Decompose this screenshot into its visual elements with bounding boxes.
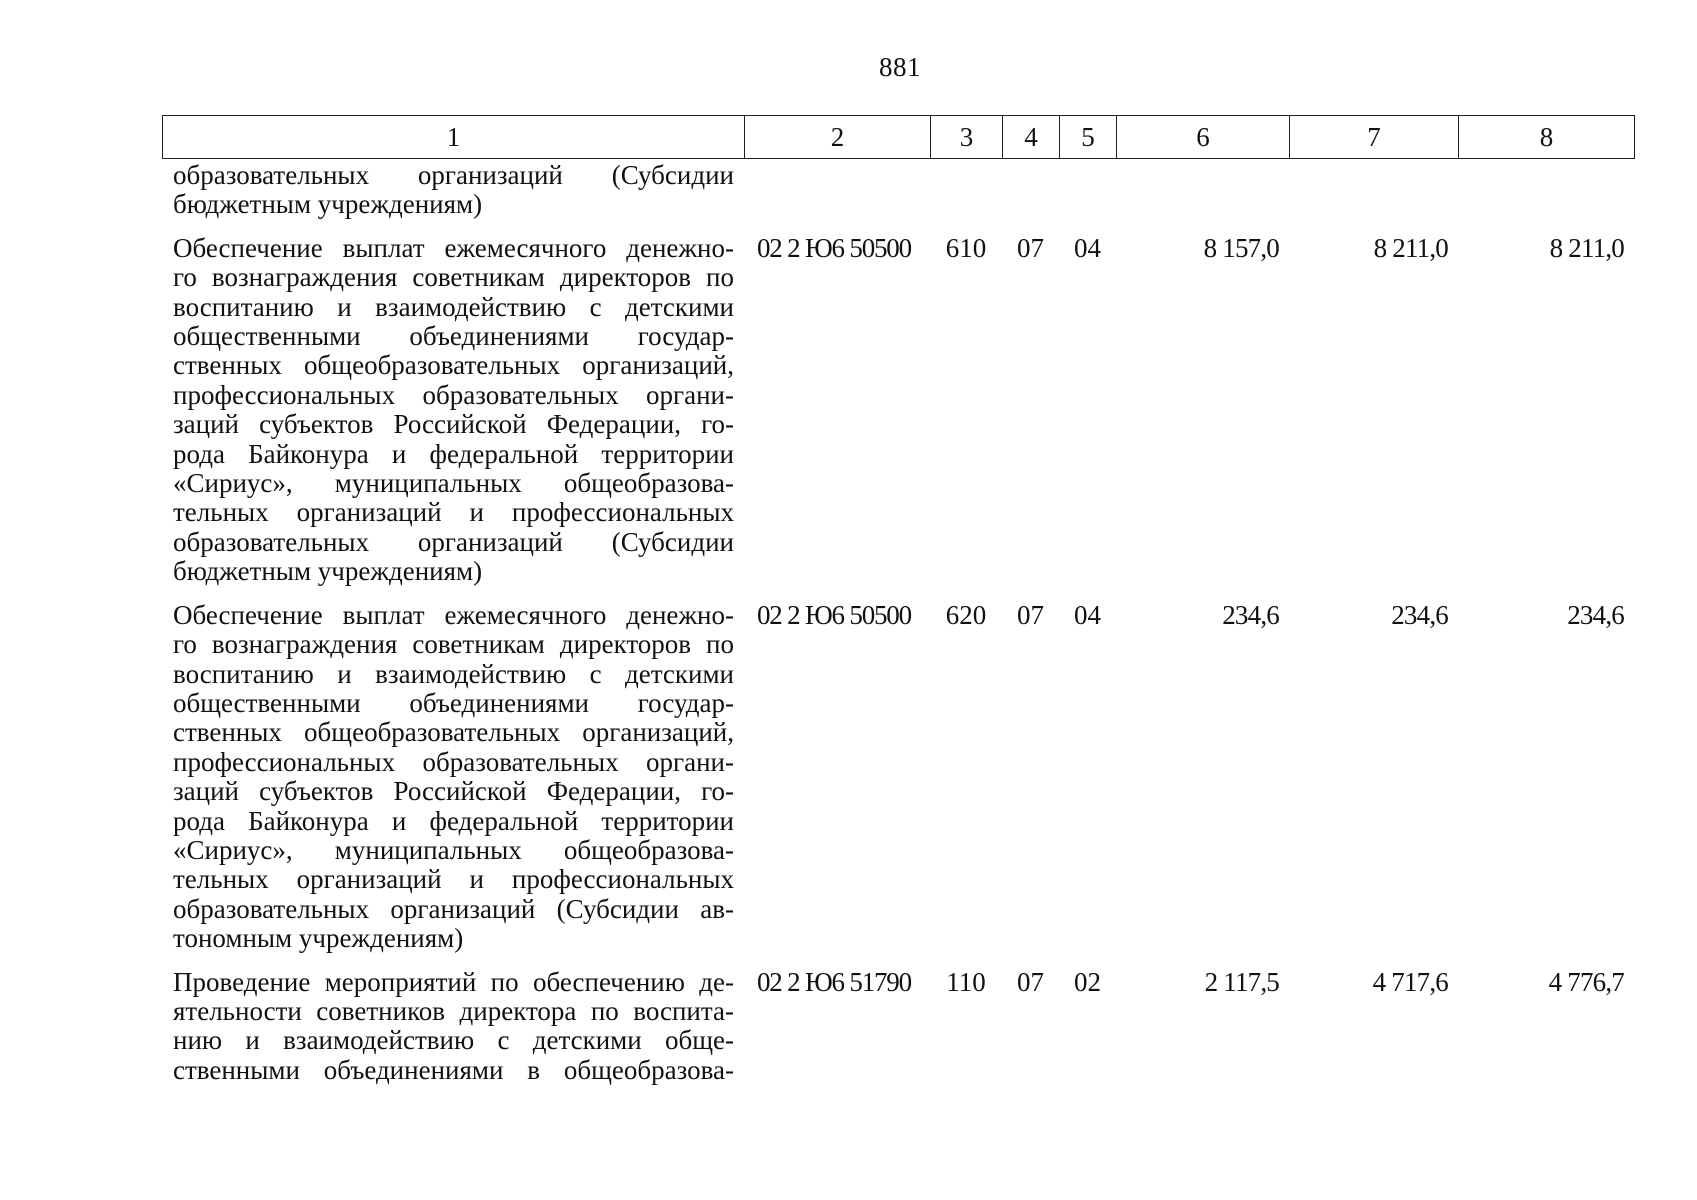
row-col8: 8 211,0	[1549, 232, 1624, 263]
description-line: Обеспечение выплат ежемесячного денежно-	[173, 232, 734, 263]
row-col7: 4 717,6	[1372, 966, 1448, 997]
description-line: ственных общеобразовательных организаций,	[173, 350, 734, 381]
header-cell-5: 5	[1060, 116, 1117, 159]
row-col6: 2 117,5	[1204, 966, 1279, 997]
row-col3: 110	[946, 966, 986, 997]
description-line: ственными объединениями в общеобразова-	[173, 1054, 734, 1085]
row-col8: 4 776,7	[1548, 966, 1624, 997]
header-cell-8: 8	[1459, 116, 1635, 159]
description-line: профессиональных образовательных органи-	[173, 379, 734, 410]
row-spacer	[162, 220, 1634, 234]
row-col7: 234,6	[1391, 599, 1448, 630]
description-line: нию и взаимодействию с детскими обще-	[173, 1025, 734, 1056]
row-col5: 02	[1074, 966, 1101, 997]
row-description	[162, 234, 744, 587]
row-col3: 610	[945, 232, 987, 263]
description-line: образовательных организаций (Субсидии ав-	[173, 893, 734, 924]
table-row	[162, 159, 1634, 220]
description-line: го вознаграждения советникам директоров по	[173, 629, 734, 660]
page-number: 881	[879, 52, 921, 82]
header-cell-1: 1	[163, 116, 745, 159]
row-col6: 234,6	[1222, 599, 1279, 630]
header-cell-6: 6	[1117, 116, 1290, 159]
description-line: заций субъектов Российской Федерации, го-	[173, 776, 734, 807]
row-col7: 8 211,0	[1373, 232, 1448, 263]
description-line: го вознаграждения советникам директоров по	[173, 262, 734, 293]
row-col4	[1002, 159, 1059, 220]
description-line: образовательных организаций (Субсидии	[173, 526, 734, 557]
row-col4: 07	[1017, 232, 1044, 263]
description-line: воспитанию и взаимодействию с детскими	[173, 291, 734, 322]
table-row	[162, 968, 1634, 1086]
description-line: общественными объединениями государ-	[173, 687, 734, 718]
row-code: 02 2 Ю6 51790	[757, 966, 911, 997]
row-col8: 234,6	[1567, 599, 1624, 630]
description-line: ятельности советников директора по воспита-	[173, 995, 734, 1026]
row-col5: 04	[1074, 599, 1101, 630]
row-code: 02 2 Ю6 50500	[757, 232, 911, 263]
row-col3	[930, 159, 1002, 220]
row-col4: 07	[1017, 966, 1044, 997]
description-line: «Сириус», муниципальных общеобразова-	[173, 468, 734, 499]
description-line: бюджетным учреждениям)	[173, 556, 483, 587]
table-row	[162, 234, 1634, 587]
row-col6	[1116, 159, 1289, 220]
row-description	[162, 159, 744, 220]
row-col7	[1289, 159, 1458, 220]
row-code	[744, 159, 930, 220]
header-cell-4: 4	[1003, 116, 1060, 159]
row-col3: 620	[945, 599, 987, 630]
budget-table	[162, 115, 1634, 1085]
description-line: «Сириус», муниципальных общеобразова-	[173, 834, 734, 865]
header-row	[163, 116, 1635, 159]
description-line: образовательных организаций (Субсидии	[173, 160, 734, 190]
description-line: заций субъектов Российской Федерации, го-	[173, 409, 734, 440]
description-line: рода Байконура и федеральной территории	[173, 438, 734, 469]
table-body	[162, 159, 1634, 1085]
row-description	[162, 968, 744, 1086]
table-header	[162, 115, 1635, 159]
header-cell-7: 7	[1290, 116, 1459, 159]
row-spacer	[162, 954, 1634, 968]
table-row	[162, 601, 1634, 954]
description-line: воспитанию и взаимодействию с детскими	[173, 658, 734, 689]
row-code: 02 2 Ю6 50500	[757, 599, 911, 630]
header-cell-2: 2	[745, 116, 931, 159]
row-col5	[1059, 159, 1116, 220]
description-line: бюджетным учреждениям)	[173, 189, 483, 220]
description-line: ственных общеобразовательных организаций,	[173, 717, 734, 748]
description-line: тельных организаций и профессиональных	[173, 864, 734, 895]
description-line: тономным учреждениям)	[173, 923, 464, 954]
row-description	[162, 601, 744, 954]
description-line: Проведение мероприятий по обеспечению де-	[173, 966, 734, 997]
description-line: профессиональных образовательных органи-	[173, 746, 734, 777]
header-cell-3: 3	[931, 116, 1003, 159]
row-col4: 07	[1017, 599, 1044, 630]
row-col8	[1458, 159, 1634, 220]
description-line: общественными объединениями государ-	[173, 321, 734, 352]
row-col6: 8 157,0	[1203, 232, 1279, 263]
description-line: тельных организаций и профессиональных	[173, 497, 734, 528]
description-line: рода Байконура и федеральной территории	[173, 805, 734, 836]
row-spacer	[162, 587, 1634, 601]
row-col5: 04	[1074, 232, 1101, 263]
description-line: Обеспечение выплат ежемесячного денежно-	[173, 599, 734, 630]
